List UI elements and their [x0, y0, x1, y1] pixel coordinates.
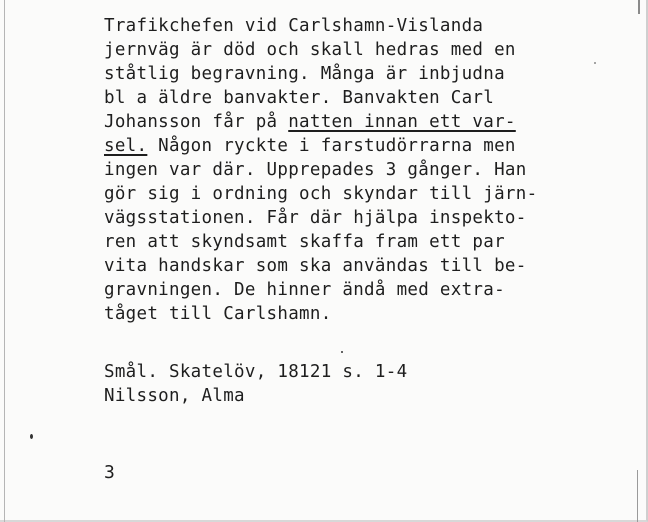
text-segment: Johansson får på	[104, 112, 289, 132]
text-line	[104, 110, 624, 134]
card-left-edge	[4, 0, 5, 522]
text-line	[104, 134, 624, 158]
text-line: jernväg är död och skall hedras med en	[104, 40, 516, 60]
card-body-text	[104, 14, 624, 326]
underlined-text: sel.	[104, 136, 148, 156]
text-line: gravningen. De hinner ändå med extra-	[104, 280, 505, 300]
source-line: Smål. Skatelöv, 18121 s. 1-4	[104, 362, 408, 382]
card-right-edge-mark	[638, 0, 640, 14]
card-right-edge-mark-lower	[637, 470, 638, 522]
ink-speck	[594, 62, 596, 64]
source-line: Nilsson, Alma	[104, 386, 245, 406]
source-reference	[104, 360, 407, 408]
text-line: vägsstationen. Får där hjälpa inspekto-	[104, 208, 527, 228]
text-line: ingen var där. Upprepades 3 gånger. Han	[104, 160, 527, 180]
page-number: 3	[104, 462, 115, 483]
underlined-text: natten innan ett var-	[288, 112, 516, 132]
text-line: tåget till Carlshamn.	[104, 304, 332, 324]
text-segment: Någon ryckte i farstudörrarna men	[147, 136, 516, 156]
text-line: ren att skyndsamt skaffa fram ett par	[104, 232, 505, 252]
ink-speck	[30, 434, 33, 439]
text-line: Trafikchefen vid Carlshamn-Vislanda	[104, 16, 484, 36]
text-line: vita handskar som ska användas till be-	[104, 256, 527, 276]
text-line: ståtlig begravning. Många är inbjudna	[104, 64, 505, 84]
ink-speck	[341, 351, 343, 353]
text-line: bl a äldre banvakter. Banvakten Carl	[104, 88, 495, 108]
text-line: gör sig i ordning och skyndar till järn-	[104, 184, 538, 204]
